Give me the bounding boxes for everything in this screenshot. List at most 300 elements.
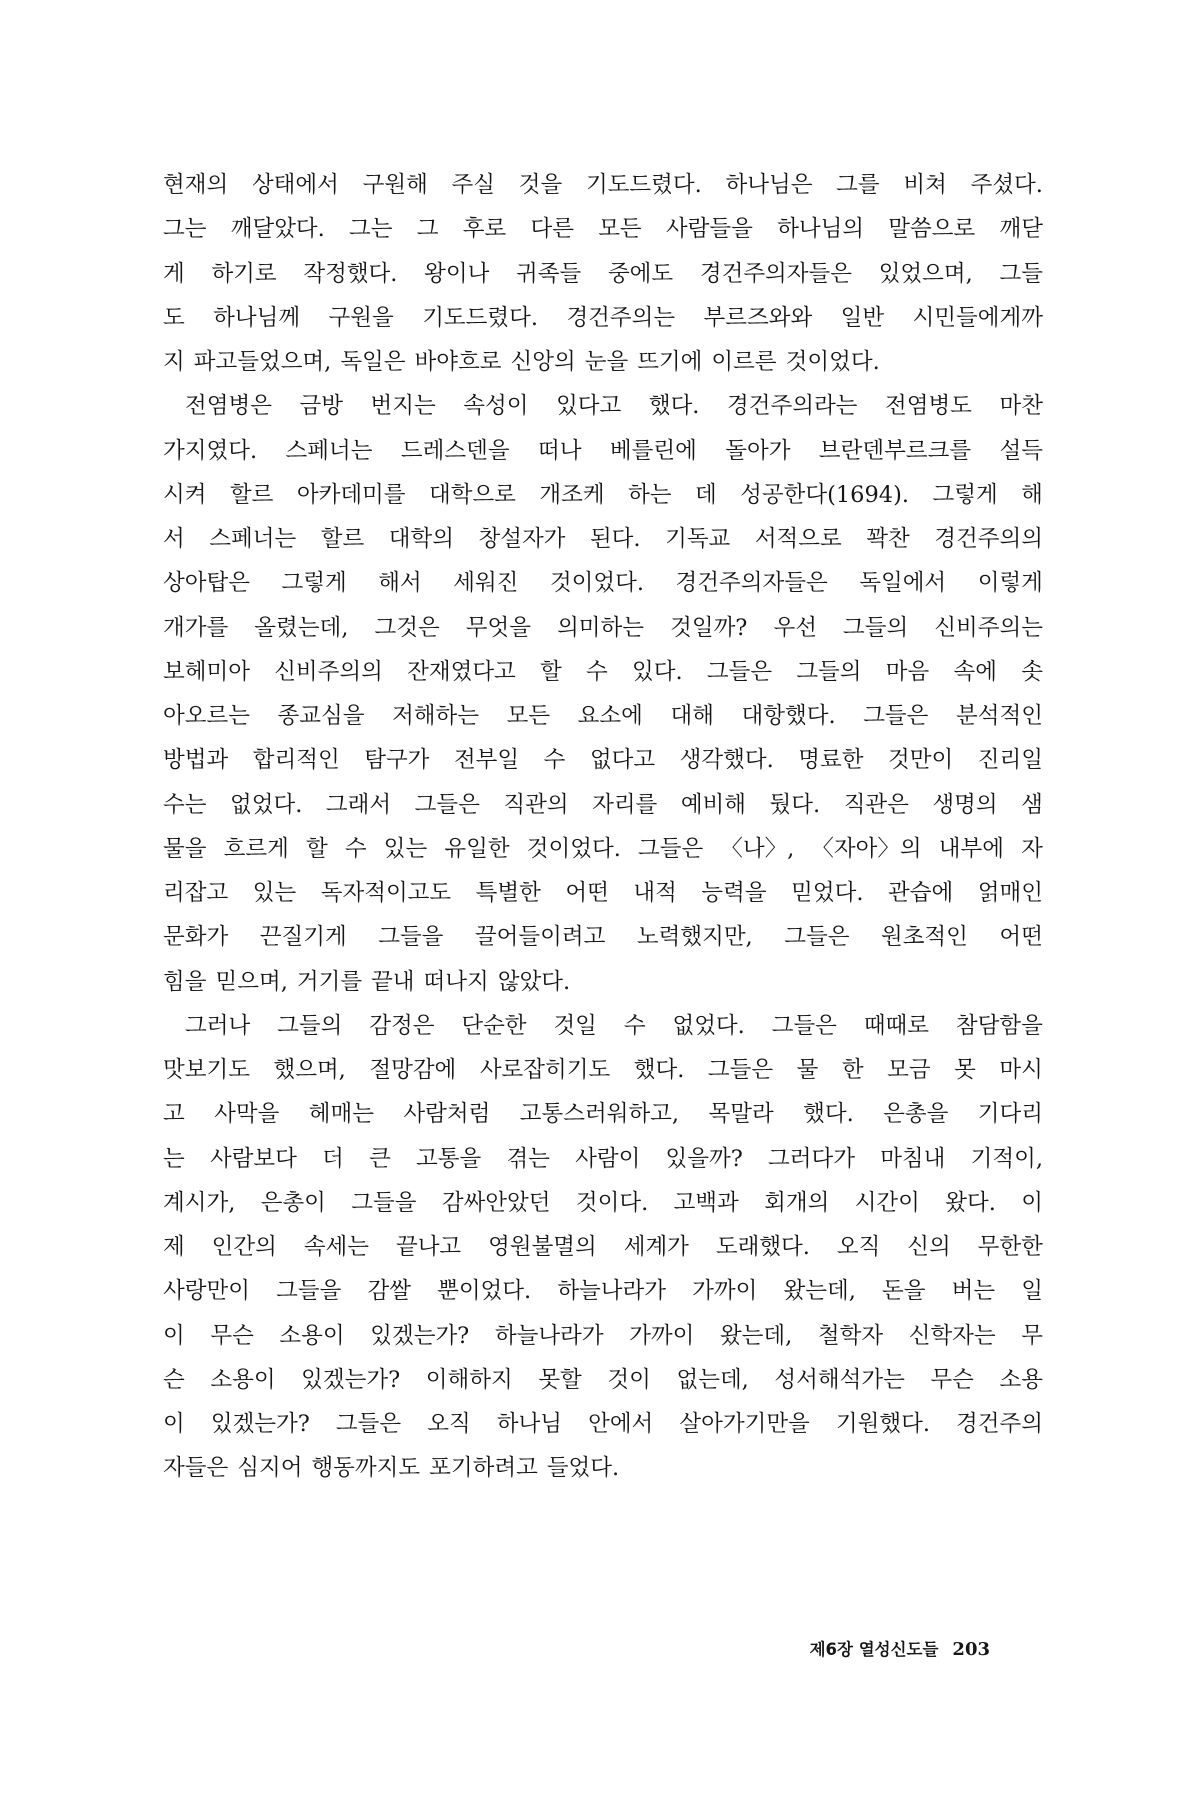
word: 드레스덴을	[400, 437, 510, 464]
word: 절망감에	[369, 1057, 457, 1083]
word: 없었다.	[672, 1012, 745, 1039]
text-line	[163, 384, 1043, 428]
word: 대학의	[388, 526, 454, 552]
word: 하는	[628, 481, 672, 508]
word: 자리를	[592, 791, 658, 818]
word: 그들은	[335, 1411, 402, 1437]
word: 세워진	[453, 570, 519, 597]
word: 예비해	[680, 791, 747, 818]
word: 있을까?	[665, 1145, 743, 1172]
word: 믿으며,	[215, 968, 288, 995]
word: 서	[163, 526, 185, 552]
word: 버는	[951, 1278, 996, 1305]
word: 그들은	[706, 658, 773, 685]
word: 저해하는	[392, 703, 480, 729]
text-line	[163, 871, 1043, 915]
word: 스페너는	[285, 437, 373, 464]
word: 이렇게	[977, 570, 1043, 597]
word: 기원했다.	[835, 1411, 930, 1437]
word: 합리적인	[252, 747, 340, 774]
word: 이해하지	[425, 1366, 513, 1393]
word: 후로	[462, 216, 507, 243]
word: 그렇게	[281, 570, 347, 597]
word: 했다.	[648, 393, 700, 420]
word: 번지는	[370, 393, 436, 420]
word: 수는	[163, 791, 207, 818]
text-line	[163, 163, 1043, 207]
word: 끈질기게	[259, 924, 347, 951]
word: 이	[1021, 1189, 1043, 1216]
word: 인간의	[211, 1234, 277, 1260]
word: 대학으로	[428, 481, 516, 508]
text-line	[163, 960, 1043, 1004]
word: 신학자는	[908, 1322, 996, 1349]
word: 해서	[378, 570, 422, 597]
word: 있는	[252, 880, 297, 906]
word: 끌어들이려고	[474, 924, 606, 951]
word: 보헤미아	[163, 658, 250, 685]
text-line	[163, 1092, 1043, 1136]
word: 작정했다.	[303, 260, 398, 287]
word: 〈나〉,	[720, 835, 795, 862]
word: 그들은	[637, 835, 704, 862]
word: 고백과	[673, 1189, 739, 1216]
word: 그들은	[784, 924, 850, 951]
word: 소용이	[279, 1322, 345, 1349]
word: 이	[163, 1411, 185, 1437]
word: 아오르는	[163, 703, 250, 729]
word: 헤매는	[308, 1101, 374, 1128]
word: 것이었다.	[526, 835, 621, 862]
word: 마찬	[999, 393, 1043, 420]
text-line	[163, 561, 1043, 605]
word: 지	[163, 349, 185, 375]
word: 기다리	[977, 1101, 1043, 1128]
word: 돈을	[882, 1278, 926, 1305]
word: 무한한	[977, 1234, 1043, 1260]
word: 감정은	[369, 1012, 435, 1039]
word: 상아탑은	[163, 570, 250, 597]
word: 돌아가	[725, 437, 791, 464]
word: 속성이	[463, 393, 529, 420]
word: 비쳐	[903, 172, 947, 198]
word: 하나님	[496, 1411, 562, 1437]
word: 있는	[383, 835, 428, 862]
word: 떠나	[538, 437, 582, 464]
word: 그들은	[414, 791, 480, 818]
word: 고통을	[416, 1145, 482, 1172]
word: 창설자가	[478, 526, 566, 552]
word: 사람이	[575, 1145, 641, 1172]
word: 한	[841, 1057, 864, 1083]
word: 성공한다(1694).	[740, 481, 910, 508]
word: 관습에	[888, 880, 954, 906]
word: 아카데미를	[296, 481, 406, 508]
word: 그들의	[843, 614, 909, 641]
word: 포기하려고	[429, 1455, 538, 1482]
word: 데	[694, 481, 717, 508]
word: 솟	[1021, 658, 1043, 685]
word: 안에서	[588, 1411, 654, 1437]
word: 제	[163, 1234, 185, 1260]
word: 설득	[999, 437, 1043, 464]
word: 시간이	[854, 1189, 920, 1216]
word: 개가를	[163, 614, 229, 641]
word: 내적	[633, 880, 677, 906]
text-line	[163, 252, 1043, 296]
word: 어떤	[565, 880, 609, 906]
word: 왔는데,	[719, 1322, 793, 1349]
word: 거기를	[296, 968, 363, 995]
word: 이르른	[711, 349, 777, 375]
word: 중에도	[607, 260, 674, 287]
word: 생각했다.	[679, 747, 774, 774]
word: 부르즈와와	[703, 304, 813, 331]
word: 하나님께	[213, 304, 301, 331]
text-line	[163, 650, 1043, 694]
word: 대항했다.	[741, 703, 836, 729]
word: 있겠는가?	[370, 1322, 470, 1349]
word: 경건주의는	[566, 304, 676, 331]
word: 심지어	[237, 1455, 303, 1482]
word: 있겠는가?	[210, 1411, 310, 1437]
word: 했다.	[633, 1057, 685, 1083]
word: 오직	[836, 1234, 881, 1260]
word: 왕이나	[424, 260, 490, 287]
word: 믿었다.	[791, 880, 864, 906]
word: 가지였다.	[163, 437, 258, 464]
word: 목말라	[708, 1101, 774, 1128]
word: 없다고	[589, 747, 656, 774]
word: 무슨	[210, 1322, 254, 1349]
word: 그들의	[796, 658, 862, 685]
word: 속에	[953, 658, 997, 685]
word: 신앙의	[510, 349, 576, 375]
word: 능력을	[701, 880, 767, 906]
word: 왔는데,	[783, 1278, 856, 1305]
word: 뒀다.	[769, 791, 821, 818]
word: 오직	[427, 1411, 471, 1437]
text-line	[163, 340, 1043, 384]
word: 꽉찬	[866, 526, 910, 552]
word: 사막을	[214, 1101, 280, 1128]
word: 대해	[670, 703, 714, 729]
word: 유일한	[444, 835, 510, 862]
word: 힘을	[163, 968, 207, 995]
text-line	[163, 207, 1043, 251]
word: 개조케	[539, 481, 605, 508]
word: 사람들을	[665, 216, 753, 243]
word: 스페너는	[209, 526, 297, 552]
word: 살아가기만을	[679, 1411, 810, 1437]
word: 할르	[229, 481, 274, 508]
word: 모든	[506, 703, 551, 729]
word: 생명의	[932, 791, 998, 818]
word: 감쌀	[367, 1278, 411, 1305]
page-number: 203	[952, 1639, 990, 1660]
word: 상태에서	[251, 172, 339, 198]
word: 슨	[163, 1366, 185, 1393]
word: 경건주의라는	[727, 393, 858, 420]
text-line	[163, 517, 1043, 561]
word: 그들은	[707, 1057, 774, 1083]
word: 할	[540, 658, 562, 685]
word: 전부일	[453, 747, 520, 774]
word: 성서해석가는	[774, 1366, 905, 1393]
word: 할	[305, 835, 328, 862]
word: 파고들었으며,	[193, 349, 332, 375]
word: 속세는	[303, 1234, 370, 1260]
word: 깨닫	[999, 216, 1043, 243]
word: 기적이,	[970, 1145, 1043, 1172]
word: 것일까?	[670, 614, 748, 641]
word: 무슨	[930, 1366, 974, 1393]
word: 수	[586, 658, 608, 685]
word: 〈자아〉의	[811, 835, 922, 862]
word: 어떤	[999, 924, 1043, 951]
word: 그	[416, 216, 439, 243]
word: 하나님의	[777, 216, 865, 243]
word: 요소에	[577, 703, 643, 729]
text-line	[163, 1048, 1043, 1092]
word: 것이	[607, 1366, 651, 1393]
word: 브란덴부르크를	[818, 437, 972, 464]
word: 하늘나라가	[494, 1322, 604, 1349]
word: 경건주의	[956, 1411, 1043, 1437]
word: 고통스러워하고,	[519, 1101, 680, 1128]
word: 눈을	[584, 349, 629, 375]
text-line	[163, 606, 1043, 650]
word: 그들을	[351, 1189, 417, 1216]
word: 직관은	[843, 791, 909, 818]
word: 서적으로	[754, 526, 842, 552]
word: 것이다.	[575, 1189, 649, 1216]
word: 수	[344, 835, 367, 862]
word: 리잡고	[163, 880, 229, 906]
text-line	[163, 1181, 1043, 1225]
word: 자들은	[163, 1455, 229, 1482]
word: 마시	[999, 1057, 1043, 1083]
word: 단순한	[461, 1012, 527, 1039]
word: 된다.	[589, 526, 641, 552]
word: 경건주의자들은	[675, 570, 828, 597]
word: 그들	[999, 260, 1043, 287]
word: 것일	[553, 1012, 597, 1039]
word: 기도드렸다.	[585, 172, 702, 198]
word: 했다.	[803, 1101, 854, 1128]
word: 내부에	[938, 835, 1004, 862]
word: 흐르게	[223, 835, 289, 862]
word: 도래했다.	[715, 1234, 810, 1260]
word: 사람처럼	[403, 1101, 491, 1128]
word: 일	[1021, 1278, 1043, 1305]
word: 왔다.	[945, 1189, 996, 1216]
word: 그것은	[374, 614, 440, 641]
word: 철학자	[817, 1322, 884, 1349]
word: 떠나지	[423, 968, 489, 995]
word: 수	[543, 747, 566, 774]
word: 종교심을	[277, 703, 365, 729]
word: 주실	[451, 172, 496, 198]
running-footer	[810, 1636, 990, 1660]
text-line	[163, 1358, 1043, 1402]
word: 가까이	[629, 1322, 695, 1349]
word: 있었으며,	[878, 260, 973, 287]
text-line	[163, 915, 1043, 959]
text-line	[163, 296, 1043, 340]
word: 마음	[885, 658, 930, 685]
word: 다른	[530, 216, 574, 243]
word: 물	[796, 1057, 819, 1083]
word: 원초적인	[880, 924, 968, 951]
word: 은총을	[883, 1101, 949, 1128]
word: 독일은	[340, 349, 406, 375]
word: 현재의	[163, 172, 229, 198]
word: 있다고	[556, 393, 622, 420]
word: 일반	[840, 304, 885, 331]
word: 수	[623, 1012, 646, 1039]
word: 모든	[598, 216, 642, 243]
word: 귀족들	[516, 260, 582, 287]
text-line	[163, 738, 1043, 782]
word: 것이었다.	[549, 570, 645, 597]
word: 했으며,	[273, 1057, 346, 1083]
word: 의미하는	[557, 614, 645, 641]
word: 사로잡히기도	[479, 1057, 611, 1083]
word: 그들은	[771, 1012, 837, 1039]
word: 있다.	[632, 658, 683, 685]
word: 깨달았다.	[230, 216, 325, 243]
word: 그렇게	[932, 481, 998, 508]
word: 겪는	[506, 1145, 550, 1172]
word: 노력했지만,	[636, 924, 753, 951]
word: 큰	[369, 1145, 391, 1172]
word: 은총이	[260, 1189, 326, 1216]
word: 신의	[907, 1234, 951, 1260]
text-line	[163, 1402, 1043, 1446]
text-line	[163, 1269, 1043, 1313]
text-line	[163, 473, 1043, 517]
text-line	[163, 694, 1043, 738]
word: 뿐이었다.	[437, 1278, 532, 1305]
word: 것을	[518, 172, 563, 198]
word: 문화가	[163, 924, 229, 951]
word: 시켜	[163, 481, 207, 508]
text-line	[163, 1314, 1043, 1358]
word: 주셨다.	[970, 172, 1043, 198]
word: 잔재였다고	[407, 658, 516, 685]
word: 그들을	[276, 1278, 342, 1305]
word: 특별한	[475, 880, 541, 906]
word: 바야흐로	[414, 349, 502, 375]
word: 않았다.	[497, 968, 571, 995]
word: 구원을	[328, 304, 394, 331]
word: 할르	[320, 526, 365, 552]
word: 기도드렸다.	[422, 304, 539, 331]
word: 마침내	[880, 1145, 946, 1172]
word: 전염병은	[185, 393, 272, 420]
word: 해	[1021, 481, 1043, 508]
word: 있겠는가?	[301, 1366, 401, 1393]
word: 그래서	[325, 791, 392, 818]
word: 사람보다	[209, 1145, 297, 1172]
word: 얽매인	[977, 880, 1043, 906]
word: 그들의	[277, 1012, 343, 1039]
word: 없는데,	[676, 1366, 749, 1393]
word: 끝나고	[395, 1234, 462, 1260]
word: 끝내	[371, 968, 415, 995]
body-text	[163, 163, 1043, 1491]
word: 물을	[163, 835, 207, 862]
word: 소용	[999, 1366, 1043, 1393]
word: 그는	[163, 216, 207, 243]
text-line	[163, 783, 1043, 827]
word: 무	[1021, 1322, 1043, 1349]
word: 사랑만이	[163, 1278, 250, 1305]
word: 가까이	[692, 1278, 758, 1305]
word: 방법과	[163, 747, 229, 774]
word: 소용이	[210, 1366, 276, 1393]
word: 감싸안았던	[441, 1189, 551, 1216]
word: 회개의	[764, 1189, 830, 1216]
word: 독일에서	[859, 570, 947, 597]
word: 그들은	[863, 703, 929, 729]
word: 그들을	[378, 924, 444, 951]
word: 탐구가	[364, 747, 430, 774]
word: 하기로	[211, 260, 277, 287]
word: 그러다가	[768, 1145, 855, 1172]
word: 참담함을	[955, 1012, 1043, 1039]
word: 독자적이고도	[320, 880, 452, 906]
word: 없었다.	[230, 791, 303, 818]
word: 자	[1021, 835, 1043, 862]
word: 세계가	[623, 1234, 689, 1260]
word: 금방	[299, 393, 343, 420]
word: 우선	[773, 614, 817, 641]
text-line	[163, 429, 1043, 473]
word: 맛보기도	[163, 1057, 250, 1083]
word: 그를	[836, 172, 880, 198]
word: 무엇을	[465, 614, 531, 641]
chapter-title: 제6장 열성신도들	[809, 1640, 939, 1659]
word: 이	[163, 1322, 185, 1349]
word: 시민들에게까	[912, 304, 1043, 331]
word: 명료한	[798, 747, 864, 774]
word: 하나님은	[725, 172, 813, 198]
word: 도	[163, 304, 185, 331]
word: 들었다.	[546, 1455, 620, 1482]
word: 는	[163, 1145, 185, 1172]
text-line	[163, 1137, 1043, 1181]
word: 경건주의자들은	[699, 260, 852, 287]
word: 계시가,	[163, 1189, 236, 1216]
word: 직관의	[503, 791, 569, 818]
word: 그러나	[185, 1012, 251, 1039]
word: 샘	[1021, 791, 1043, 818]
word: 것이었다.	[785, 349, 880, 375]
word: 때때로	[863, 1012, 930, 1039]
word: 신비주의는	[934, 614, 1043, 641]
word: 기독교	[665, 526, 731, 552]
word: 말씀으로	[888, 216, 976, 243]
word: 모금	[887, 1057, 931, 1083]
word: 베를린에	[609, 437, 697, 464]
text-line	[163, 1004, 1043, 1048]
text-line	[163, 1225, 1043, 1269]
text-line	[163, 827, 1043, 871]
word: 하늘나라가	[557, 1278, 666, 1305]
word: 못	[954, 1057, 976, 1083]
